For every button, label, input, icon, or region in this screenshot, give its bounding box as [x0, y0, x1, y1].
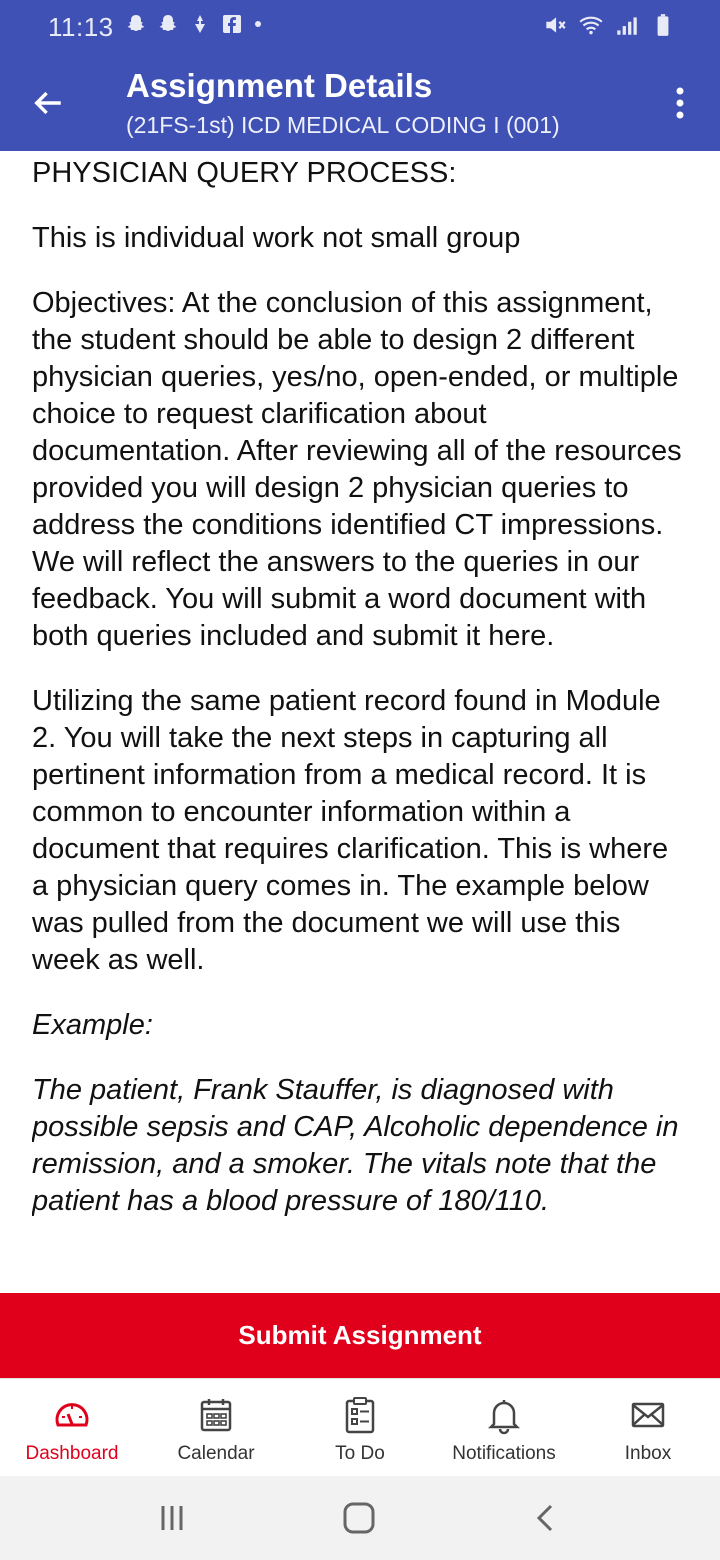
- home-icon: [342, 1501, 376, 1535]
- app-bar: [0, 53, 720, 151]
- home-button[interactable]: [329, 1496, 389, 1540]
- back-arrow-icon: [31, 86, 65, 120]
- clipboard-checklist-icon: [340, 1395, 380, 1435]
- example-paragraph: The patient, Frank Stauffer, is diagnosed with possible sepsis and CAP, Alcoholic dependence in remission, and a smoker. The vitals note that the patient has a blood pressure of 180/110.: [32, 1074, 679, 1217]
- status-time: 11:13: [48, 12, 114, 42]
- wifi-icon: [578, 12, 604, 38]
- course-subtitle: (21FS-1st) ICD MEDICAL CODING I (001): [126, 112, 560, 138]
- description-paragraph: Utilizing the same patient record found in Module 2. You will take the next steps in capturing all pertinent information from a medical record. It is common to encounter information within a document that requires clarification. This is where a physician query comes in. The example below was pulled from the document we will use this week as well.: [32, 685, 669, 976]
- description-heading: PHYSICIAN QUERY PROCESS:: [32, 157, 457, 189]
- recent-apps-icon: [157, 1503, 187, 1533]
- envelope-icon: [628, 1395, 668, 1435]
- submit-assignment-label: Submit Assignment: [238, 1320, 482, 1350]
- system-nav-bar: [0, 1476, 720, 1560]
- nav-calendar[interactable]: [144, 1379, 288, 1477]
- back-chevron-icon: [531, 1503, 561, 1533]
- mute-icon: [542, 12, 568, 38]
- system-status-icons: [542, 12, 676, 38]
- page-title: Assignment Details: [126, 67, 433, 104]
- nav-dashboard[interactable]: [0, 1379, 144, 1477]
- kebab-menu-icon: [674, 86, 686, 120]
- description-paragraph: Objectives: At the conclusion of this assignment, the student should be able to design 2 different physician queries, yes/no, open-ended, or multiple choice to request clarification about documentation. After reviewing all of the resources provided you will design 2 physician queries to address the conditions identified CT impressions. We will reflect the answers to the queries in our feedback. You will submit a word document with both queries included and submit it here.: [32, 287, 682, 652]
- facebook-icon: [220, 12, 244, 36]
- nav-label: Notifications: [452, 1443, 556, 1464]
- back-button[interactable]: [22, 77, 74, 129]
- signal-icon: [614, 12, 640, 38]
- snapchat-icon: [124, 12, 148, 36]
- calendar-icon: [196, 1395, 236, 1435]
- nav-inbox[interactable]: [576, 1379, 720, 1477]
- nav-label: Dashboard: [25, 1443, 119, 1464]
- more-options-button[interactable]: [660, 81, 700, 125]
- status-bar: [0, 0, 720, 53]
- assignment-description: [32, 151, 682, 1293]
- nav-label: Calendar: [177, 1443, 255, 1464]
- dashboard-gauge-icon: [52, 1395, 92, 1435]
- example-label: Example:: [32, 1009, 153, 1041]
- more-notifications-dot-icon: [252, 18, 264, 30]
- bottom-nav: [0, 1378, 720, 1477]
- description-paragraph: This is individual work not small group: [32, 222, 521, 254]
- nav-notifications[interactable]: [432, 1379, 576, 1477]
- battery-icon: [650, 12, 676, 38]
- bell-icon: [484, 1395, 524, 1435]
- recent-apps-button[interactable]: [142, 1496, 202, 1540]
- back-system-button[interactable]: [516, 1496, 576, 1540]
- snapchat-icon: [156, 12, 180, 36]
- nav-label: Inbox: [624, 1443, 672, 1464]
- nav-label: To Do: [335, 1443, 385, 1464]
- submit-assignment-button[interactable]: [0, 1293, 720, 1378]
- notification-icons: [124, 12, 264, 36]
- app-notification-icon: [188, 12, 212, 36]
- nav-todo[interactable]: [288, 1379, 432, 1477]
